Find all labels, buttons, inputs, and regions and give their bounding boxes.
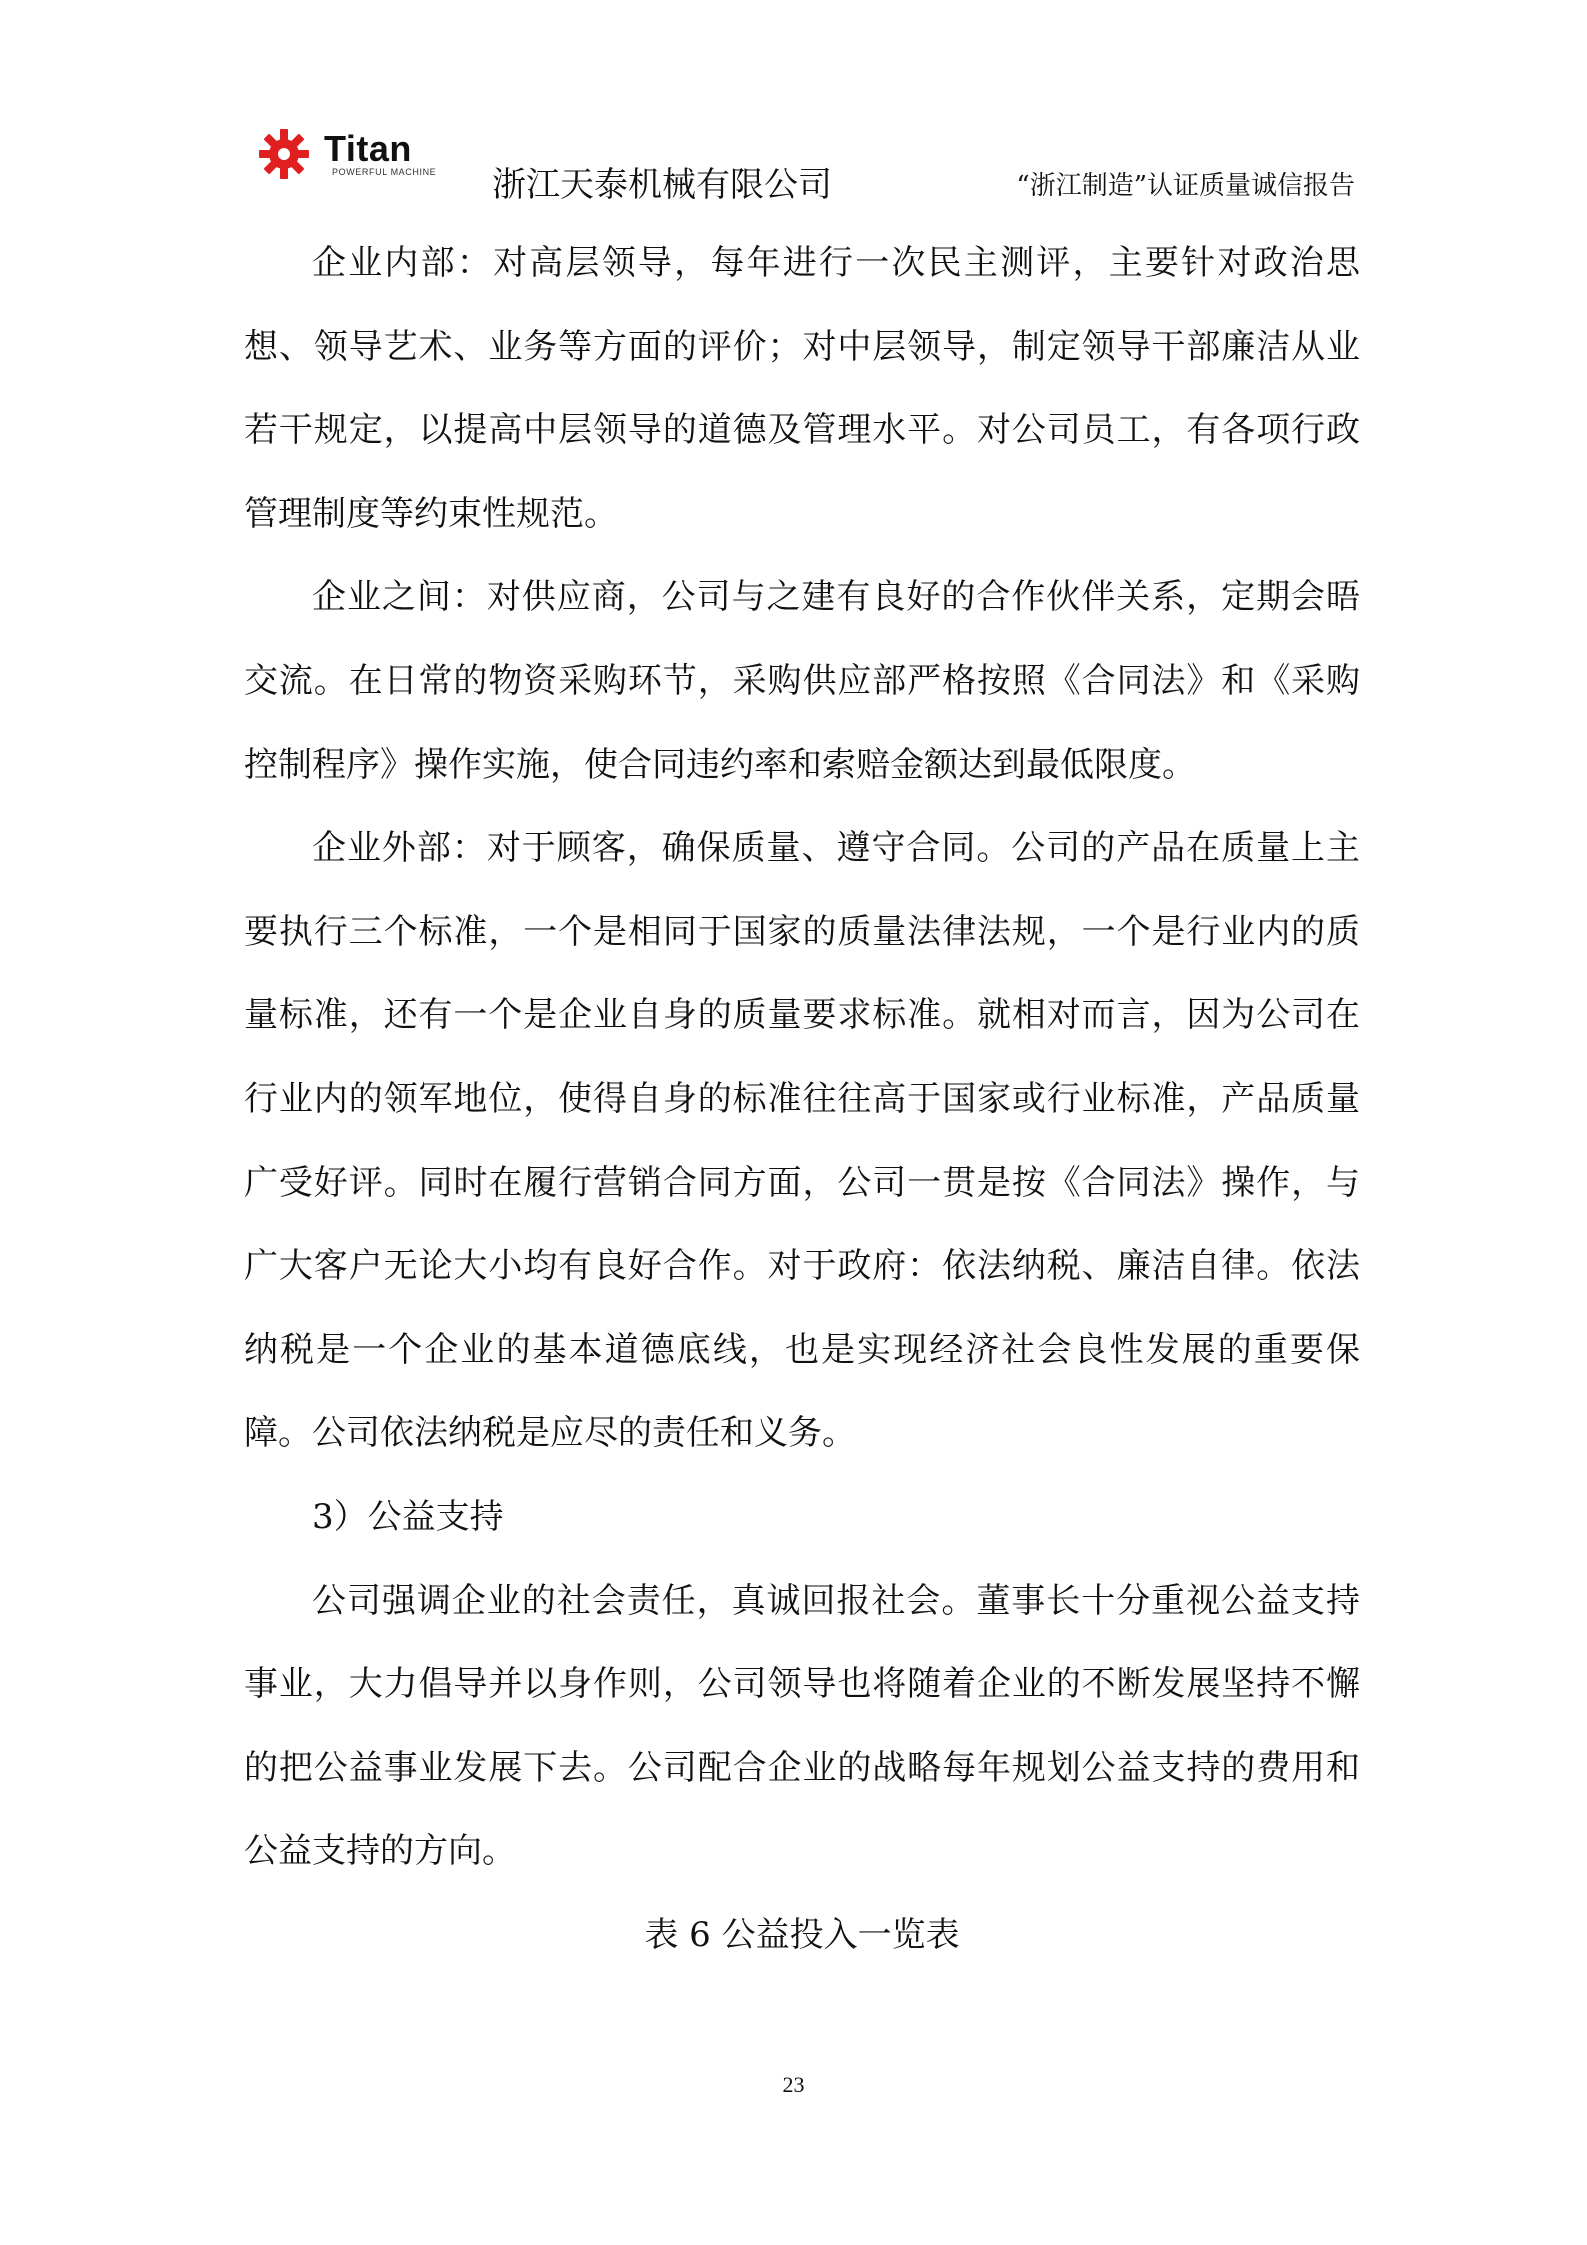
paragraph-public-welfare: 公司强调企业的社会责任，真诚回报社会。董事长十分重视公益支持事业，大力倡导并以身作则，公司领导也将随着企业的不断发展坚持不懈的把公益事业发展下去。公司配合企业的战略每年规划公益支持的费用和公益支持的方向。 [244,1580,1360,1872]
paragraph-external: 企业外部：对于顾客，确保质量、遵守合同。公司的产品在质量上主要执行三个标准，一个是相同于国家的质量法律法规，一个是行业内的质量标准，还有一个是企业自身的质量要求标准。就相对而言，因为公司在行业内的领军地位，使得自身的标准往往高于国家或行业标准，产品质量广受好评。同时在履行营销合同方面，公司一贯是按《合同法》操作，与广大客户无论大小均有良好合作。对于政府：依法纳税、廉洁自律。依法纳税是一个企业的基本道德底线，也是实现经济社会良性发展的重要保障。公司依法纳税是应尽的责任和义务。 [244,828,1360,1454]
company-logo [258,128,468,180]
page-number: 23 [782,2072,805,2097]
gear-logo-icon [258,128,310,180]
header-report-title: “浙江制造”认证质量诚信报告 [1016,171,1355,201]
header-company-name: 浙江天泰机械有限公司 [492,165,832,205]
paragraph-suppliers: 企业之间：对供应商，公司与之建有良好的合作伙伴关系，定期会晤交流。在日常的物资采购环节，采购供应部严格按照《合同法》和《采购控制程序》操作实施，使合同违约率和索赔金额达到最低限度。 [244,577,1360,785]
section-heading: 3）公益支持 [312,1496,504,1537]
logo-wordmark: Titan [324,128,412,169]
table-caption: 表 6 公益投入一览表 [644,1914,960,1955]
document-body [244,222,1360,1977]
paragraph-internal: 企业内部：对高层领导，每年进行一次民主测评，主要针对政治思想、领导艺术、业务等方面的评价；对中层领导，制定领导干部廉洁从业若干规定，以提高中层领导的道德及管理水平。对公司员工，有各项行政管理制度等约束性规范。 [244,243,1360,534]
logo-tagline: POWERFUL MACHINE [332,167,437,177]
